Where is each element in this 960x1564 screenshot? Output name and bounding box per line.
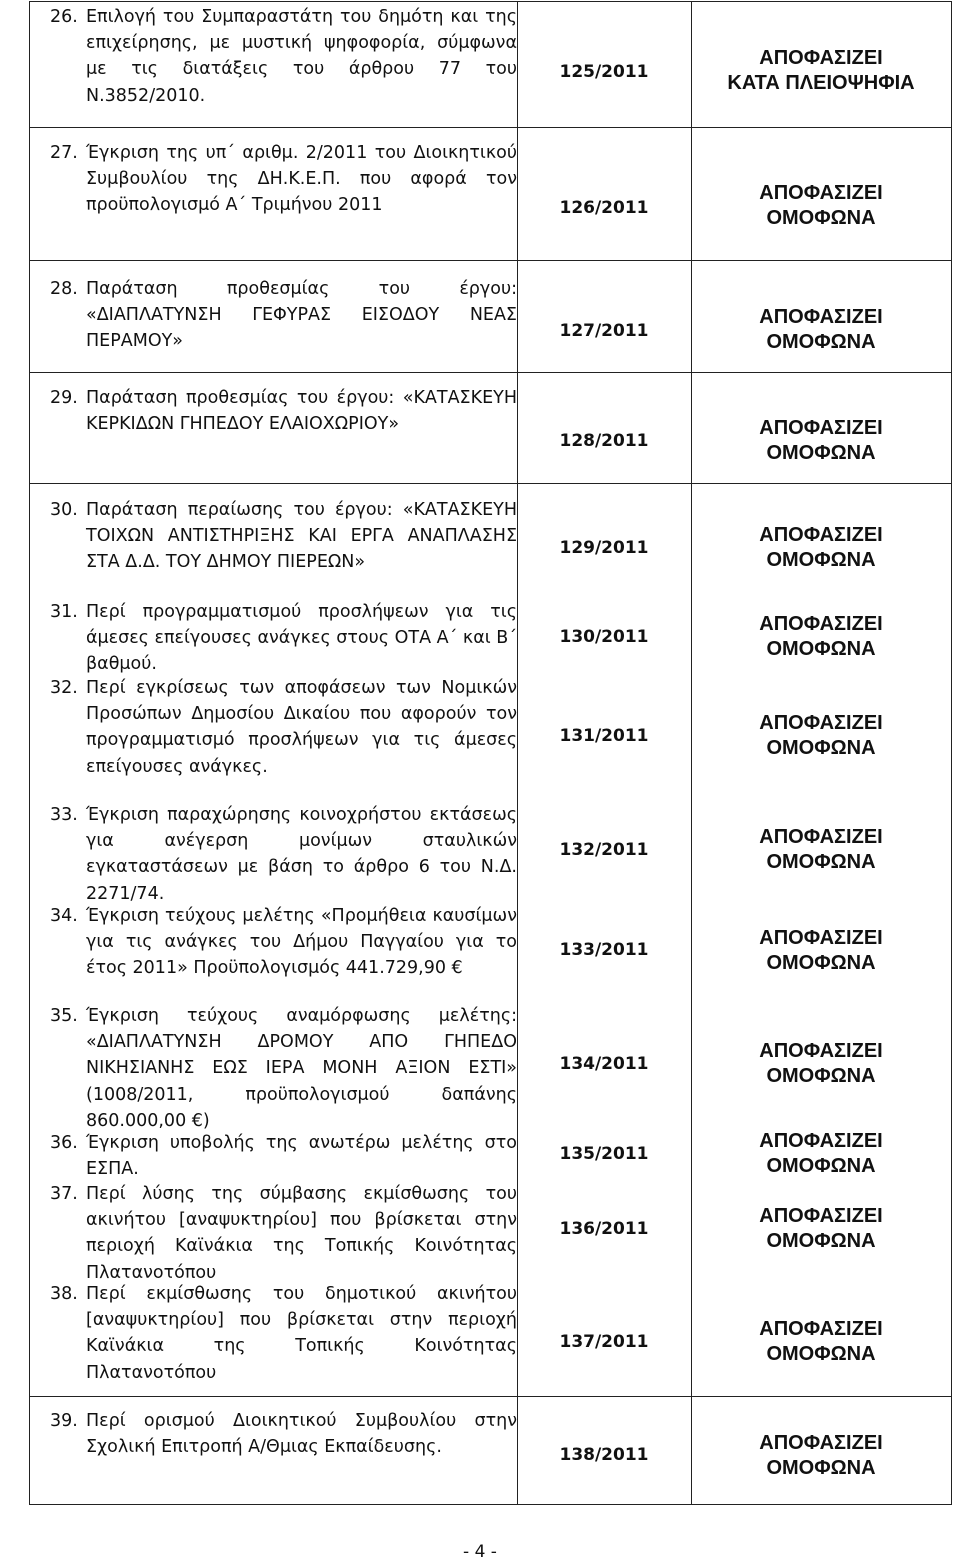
item-number: 32. — [50, 678, 78, 698]
result-line-2: ΟΜΟΦΩΝΑ — [766, 331, 876, 353]
decision-number: 135/2011 — [559, 1144, 649, 1164]
result-line-1: ΑΠΟΦΑΣΙΖΕΙ — [759, 826, 883, 848]
item-subject: Παράταση περαίωσης του έργου: «ΚΑΤΑΣΚΕΥΗ ΤΟΙΧΩΝ ΑΝΤΙΣΤΗΡΙΞΗΣ ΚΑΙ ΕΡΓΑ ΑΝΑΠΛΑΣΗΣ ΣΤΑ Δ.Δ. ΤΟΥ ΔΗΜΟΥ ΠΙΕΡΕΩΝ» — [86, 500, 517, 573]
table-row — [30, 802, 517, 907]
table-row — [30, 675, 517, 780]
item-number: 33. — [50, 805, 78, 825]
item-subject: Περί εγκρίσεως των αποφάσεων των Νομικών Προσώπων Δημοσίου Δικαίου που αφορούν τον προγραμματισμό προσλήψεων για τις άμεσες επείγουσες ανάγκες. — [86, 678, 517, 777]
result-line-2: ΟΜΟΦΩΝΑ — [766, 549, 876, 571]
item-number: 38. — [50, 1284, 78, 1304]
decision-result — [691, 517, 951, 579]
row-divider — [30, 127, 951, 128]
result-line-1: ΑΠΟΦΑΣΙΖΕΙ — [759, 1318, 883, 1340]
decision-result — [691, 819, 951, 881]
result-line-1: ΑΠΟΦΑΣΙΖΕΙ — [759, 927, 883, 949]
result-line-2: ΟΜΟΦΩΝΑ — [766, 851, 876, 873]
decision-number: 129/2011 — [559, 538, 649, 558]
item-number: 39. — [50, 1411, 78, 1431]
result-line-1: ΑΠΟΦΑΣΙΖΕΙ — [759, 417, 883, 439]
item-number: 29. — [50, 388, 78, 408]
result-line-1: ΑΠΟΦΑΣΙΖΕΙ — [759, 182, 883, 204]
table-row — [30, 599, 517, 678]
table-row — [30, 1281, 517, 1386]
item-number: 31. — [50, 602, 78, 622]
decision-number: 136/2011 — [559, 1219, 649, 1239]
item-subject: Έγκριση υποβολής της ανωτέρω μελέτης στο ΕΣΠΑ. — [86, 1133, 517, 1180]
row-divider — [30, 372, 951, 373]
row-divider — [30, 483, 951, 484]
item-subject: Παράταση προθεσμίας του έργου: «ΚΑΤΑΣΚΕΥΗ ΚΕΡΚΙΔΩΝ ΓΗΠΕΔΟΥ ΕΛΑΙΟΧΩΡΙΟΥ» — [86, 388, 517, 435]
item-number: 34. — [50, 906, 78, 926]
decision-number: 132/2011 — [559, 840, 649, 860]
decision-result — [691, 705, 951, 767]
table-row — [30, 276, 517, 355]
result-line-2: ΟΜΟΦΩΝΑ — [766, 737, 876, 759]
page-number: - 4 - — [463, 1542, 497, 1562]
result-line-2: ΟΜΟΦΩΝΑ — [766, 952, 876, 974]
row-divider — [30, 1396, 951, 1397]
decision-number: 133/2011 — [559, 940, 649, 960]
item-subject: Έγκριση τεύχους αναμόρφωσης μελέτης: «ΔΙΑΠΛΑΤΥΝΣΗ ΔΡΟΜΟΥ ΑΠΟ ΓΗΠΕΔΟ ΝΙΚΗΣΙΑΝΗΣ ΕΩΣ ΙΕΡΑ ΜΟΝΗ ΑΞΙΟΝ ΕΣΤΙ» (1008/2011, προϋπολογισμού δαπάνης 860.000,00 €) — [86, 1006, 517, 1131]
decision-number: 131/2011 — [559, 726, 649, 746]
result-line-2: ΟΜΟΦΩΝΑ — [766, 1343, 876, 1365]
table-row — [30, 1130, 517, 1182]
decision-result — [691, 40, 951, 102]
decision-result — [691, 1425, 951, 1487]
result-line-2: ΟΜΟΦΩΝΑ — [766, 1230, 876, 1252]
result-line-2: ΟΜΟΦΩΝΑ — [766, 442, 876, 464]
result-line-2: ΟΜΟΦΩΝΑ — [766, 1065, 876, 1087]
result-line-2: ΟΜΟΦΩΝΑ — [766, 1155, 876, 1177]
result-line-2: ΟΜΟΦΩΝΑ — [766, 207, 876, 229]
decision-result — [691, 299, 951, 361]
table-row — [30, 4, 517, 109]
result-line-1: ΑΠΟΦΑΣΙΖΕΙ — [759, 306, 883, 328]
decision-result — [691, 920, 951, 982]
decision-result — [691, 606, 951, 668]
table-row — [30, 903, 517, 982]
item-number: 28. — [50, 279, 78, 299]
result-line-1: ΑΠΟΦΑΣΙΖΕΙ — [759, 613, 883, 635]
result-line-2: ΟΜΟΦΩΝΑ — [766, 1457, 876, 1479]
decision-number: 126/2011 — [559, 198, 649, 218]
item-subject: Έγκριση τεύχους μελέτης «Προμήθεια καυσίμων για τις ανάγκες του Δήμου Παγγαίου για το έτος 2011» Προϋπολογισμός 441.729,90 € — [86, 906, 517, 979]
agenda-table — [29, 1, 952, 1505]
table-row — [30, 1181, 517, 1286]
decision-result — [691, 410, 951, 472]
table-row — [30, 1003, 517, 1134]
decision-number: 125/2011 — [559, 62, 649, 82]
decision-number: 137/2011 — [559, 1332, 649, 1352]
item-number: 37. — [50, 1184, 78, 1204]
result-line-1: ΑΠΟΦΑΣΙΖΕΙ — [759, 1130, 883, 1152]
item-number: 27. — [50, 143, 78, 163]
result-line-2: ΟΜΟΦΩΝΑ — [766, 638, 876, 660]
result-line-2: ΚΑΤΑ ΠΛΕΙΟΨΗΦΙΑ — [727, 72, 915, 94]
result-line-1: ΑΠΟΦΑΣΙΖΕΙ — [759, 1432, 883, 1454]
item-subject: Έγκριση παραχώρησης κοινοχρήστου εκτάσεως για ανέγερση μονίμων σταυλικών εγκαταστάσεων με βάση το άρθρο 6 του Ν.Δ. 2271/74. — [86, 805, 517, 904]
decision-result — [691, 1198, 951, 1260]
item-number: 36. — [50, 1133, 78, 1153]
decision-result — [691, 1033, 951, 1095]
item-number: 26. — [50, 7, 78, 27]
decision-number: 127/2011 — [559, 321, 649, 341]
result-line-1: ΑΠΟΦΑΣΙΖΕΙ — [759, 47, 883, 69]
decision-result — [691, 1123, 951, 1185]
decision-number: 128/2011 — [559, 431, 649, 451]
row-divider — [30, 260, 951, 261]
item-subject: Έγκριση της υπ΄ αριθμ. 2/2011 του Διοικητικού Συμβουλίου της ΔΗ.Κ.Ε.Π. που αφορά τον προϋπολογισμό Α΄ Τριμήνου 2011 — [86, 143, 517, 216]
result-line-1: ΑΠΟΦΑΣΙΖΕΙ — [759, 524, 883, 546]
decision-result — [691, 175, 951, 237]
result-line-1: ΑΠΟΦΑΣΙΖΕΙ — [759, 1040, 883, 1062]
item-subject: Περί προγραμματισμού προσλήψεων για τις άμεσες επείγουσες ανάγκες στους ΟΤΑ Α΄ και Β΄ βαθμού. — [86, 602, 517, 675]
result-line-1: ΑΠΟΦΑΣΙΖΕΙ — [759, 712, 883, 734]
item-subject: Παράταση προθεσμίας του έργου: «ΔΙΑΠΛΑΤΥΝΣΗ ΓΕΦΥΡΑΣ ΕΙΣΟΔΟΥ ΝΕΑΣ ΠΕΡΑΜΟΥ» — [86, 279, 517, 352]
result-line-1: ΑΠΟΦΑΣΙΖΕΙ — [759, 1205, 883, 1227]
table-row — [30, 385, 517, 437]
decision-result — [691, 1311, 951, 1373]
item-subject: Περί εκμίσθωσης του δημοτικού ακινήτου [αναψυκτηρίου] που βρίσκεται στην περιοχή Καϊνάκια της Τοπικής Κοινότητας Πλατανοτόπου — [86, 1284, 517, 1383]
decision-number: 134/2011 — [559, 1054, 649, 1074]
table-row — [30, 140, 517, 219]
item-number: 35. — [50, 1006, 78, 1026]
table-row — [30, 497, 517, 576]
decision-number: 138/2011 — [559, 1445, 649, 1465]
item-subject: Επιλογή του Συμπαραστάτη του δημότη και της επιχείρησης, με μυστική ψηφοφορία, σύμφωνα με τις διατάξεις του άρθρου 77 του Ν.3852/2010. — [86, 7, 517, 106]
item-number: 30. — [50, 500, 78, 520]
table-row — [30, 1408, 517, 1460]
item-subject: Περί λύσης της σύμβασης εκμίσθωσης του ακινήτου [αναψυκτηρίου] που βρίσκεται στην περιοχή Καϊνάκια της Τοπικής Κοινότητας Πλατανοτόπου — [86, 1184, 517, 1283]
decision-number: 130/2011 — [559, 627, 649, 647]
item-subject: Περί ορισμού Διοικητικού Συμβουλίου στην Σχολική Επιτροπή Α/Θμιας Εκπαίδευσης. — [86, 1411, 517, 1458]
